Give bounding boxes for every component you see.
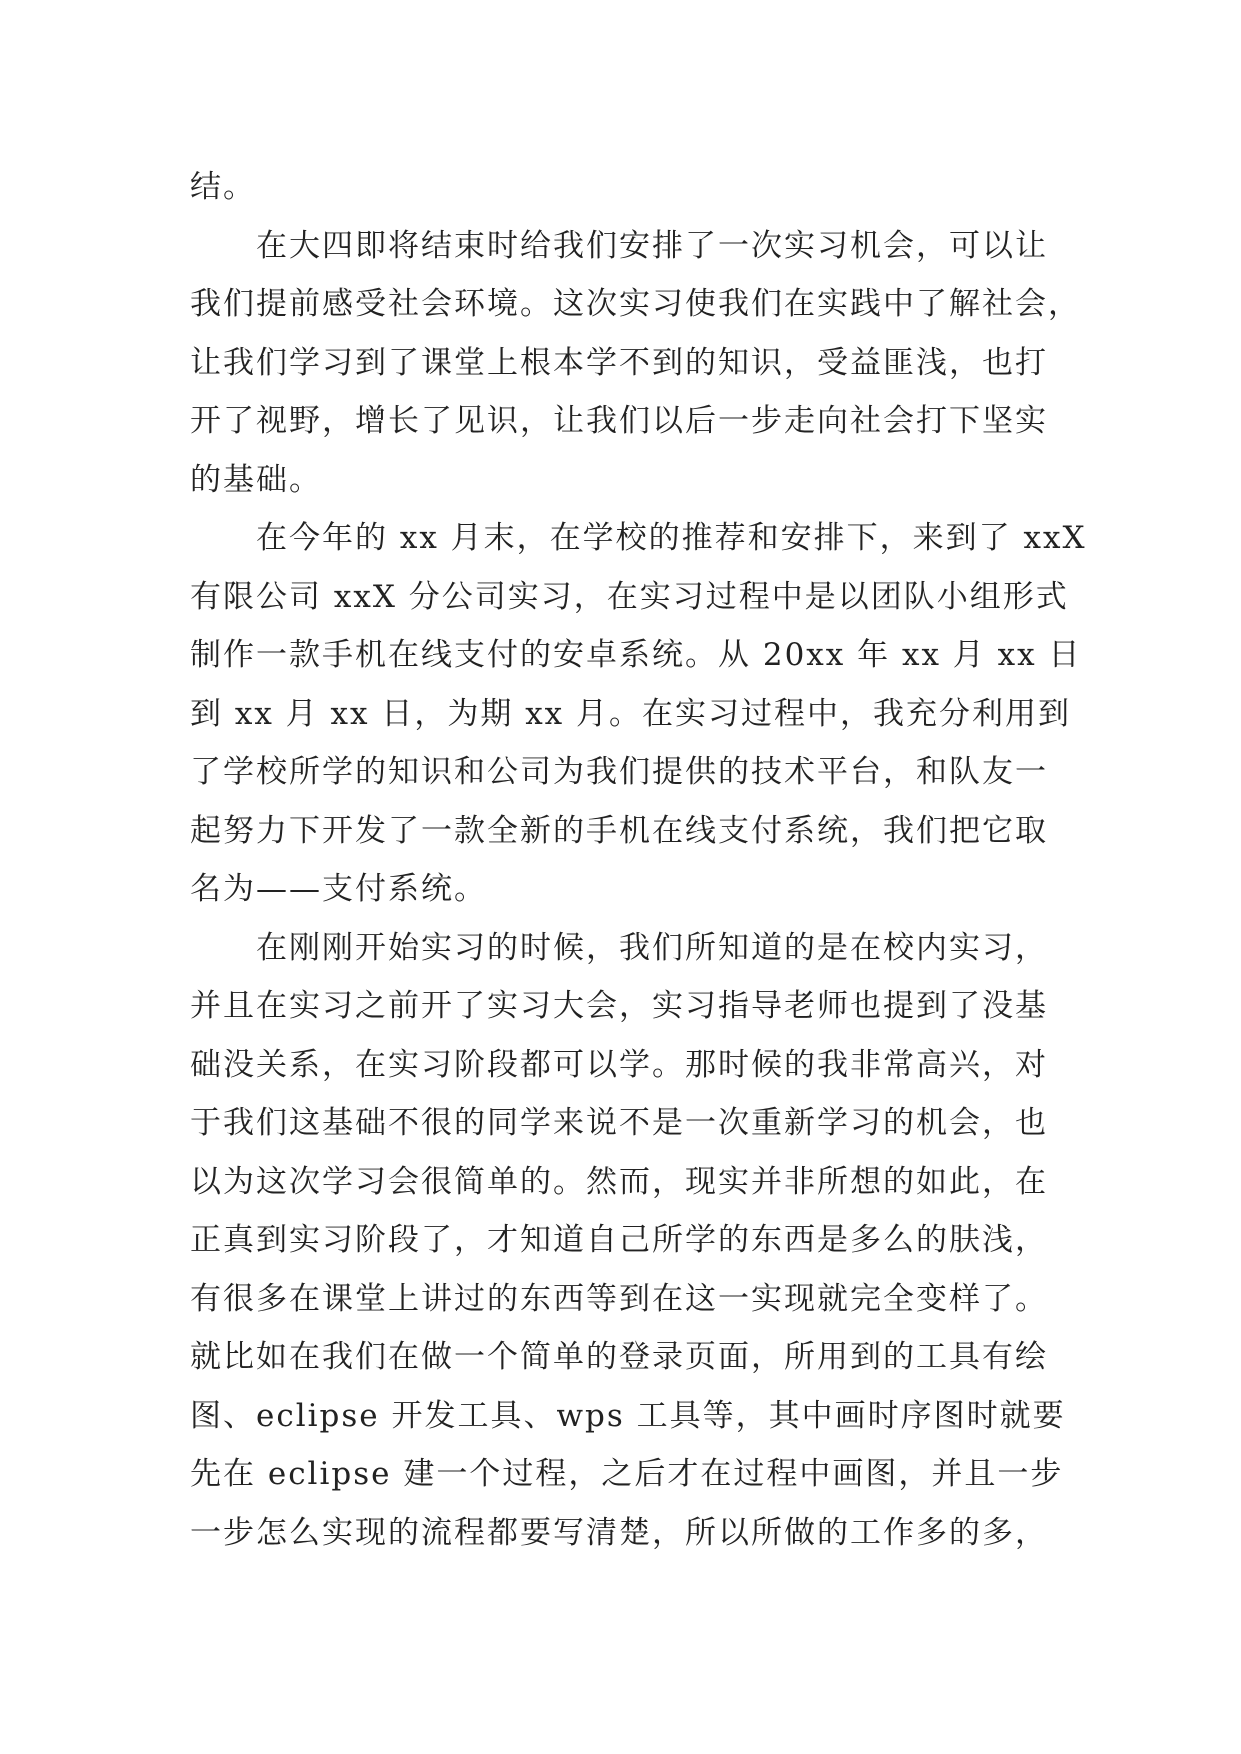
text-line: 一步怎么实现的流程都要写清楚，所以所做的工作多的多，: [190, 1514, 1048, 1551]
text-line: 起努力下开发了一款全新的手机在线支付系统，我们把它取: [190, 812, 1048, 849]
text-line: 于我们这基础不很的同学来说不是一次重新学习的机会，也: [190, 1105, 1048, 1141]
text-line: 有很多在课堂上讲过的东西等到在这一实现就完全变样了。: [190, 1280, 1048, 1317]
text-line: 就比如在我们在做一个简单的登录页面，所用到的工具有绘: [190, 1339, 1048, 1375]
text-line: 制作一款手机在线支付的安卓系统。从 20xx 年 xx 月 xx 日: [190, 637, 1082, 673]
text-line: 图、eclipse 开发工具、wps 工具等，其中画时序图时就要: [190, 1397, 1066, 1434]
paragraph-start-line: 在大四即将结束时给我们安排了一次实习机会，可以让: [256, 227, 1048, 264]
text-line: 以为这次学习会很简单的。然而，现实并非所想的如此，在: [190, 1163, 1048, 1200]
text-line: 础没关系，在实习阶段都可以学。那时候的我非常高兴，对: [190, 1046, 1048, 1083]
text-line: 开了视野，增长了见识，让我们以后一步走向社会打下坚实: [190, 403, 1048, 439]
text-line: 的基础。: [190, 461, 322, 498]
paragraph-start-line: 在刚刚开始实习的时候，我们所知道的是在校内实习，: [256, 929, 1048, 966]
paragraph-start-line: 在今年的 xx 月末，在学校的推荐和安排下，来到了 xxX: [256, 520, 1087, 556]
text-line: 有限公司 xxX 分公司实习，在实习过程中是以团队小组形式: [190, 578, 1069, 615]
text-line: 先在 eclipse 建一个过程，之后才在过程中画图，并且一步: [190, 1456, 1064, 1492]
text-line: 正真到实习阶段了，才知道自己所学的东西是多么的肤浅，: [190, 1222, 1048, 1258]
text-line: 了学校所学的知识和公司为我们提供的技术平台，和队友一: [190, 754, 1048, 790]
text-line: 到 xx 月 xx 日，为期 xx 月。在实习过程中，我充分利用到: [190, 695, 1072, 732]
text-line: 结。: [190, 169, 256, 205]
text-line: 名为——支付系统。: [190, 871, 487, 907]
text-line: 我们提前感受社会环境。这次实习使我们在实践中了解社会，: [190, 286, 1081, 322]
body-text: [190, 158, 1090, 1562]
text-line: 让我们学习到了课堂上根本学不到的知识，受益匪浅，也打: [190, 344, 1048, 381]
text-line: 并且在实习之前开了实习大会，实习指导老师也提到了没基: [190, 988, 1048, 1024]
